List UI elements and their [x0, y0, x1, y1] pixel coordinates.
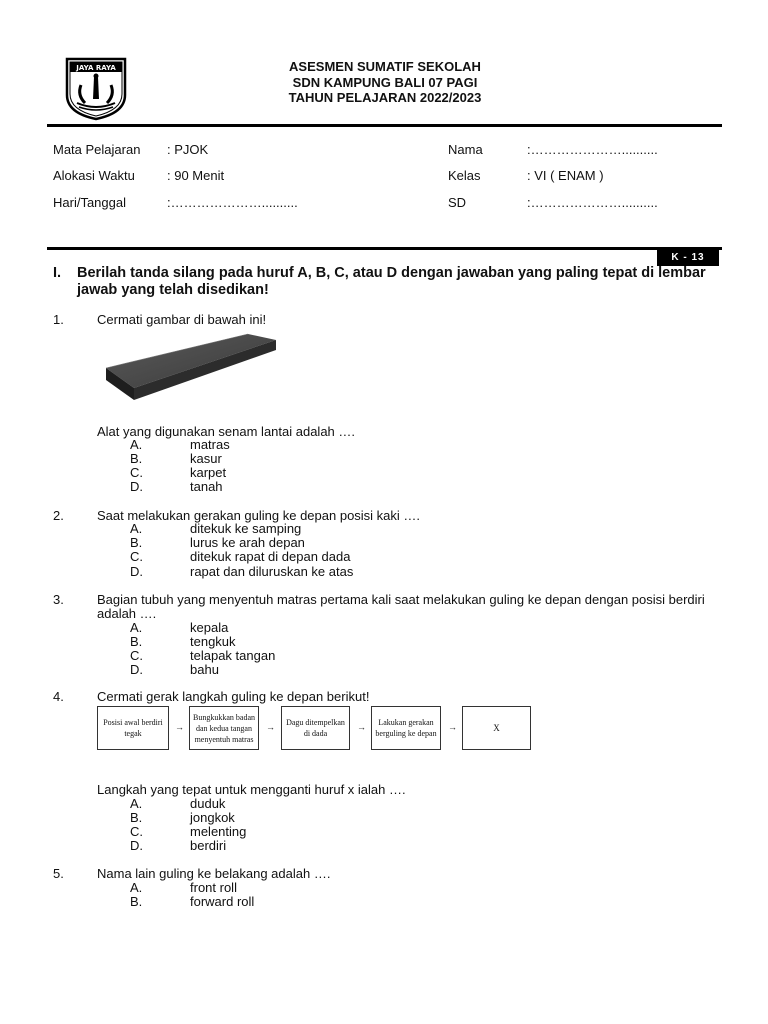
flow-arrow-icon: →	[357, 722, 366, 732]
flow-arrow-icon: →	[448, 722, 457, 732]
header-line-2: SDN KAMPUNG BALI 07 PAGI	[292, 74, 478, 90]
curriculum-badge: K - 13	[657, 250, 719, 266]
flow-step-4: Lakukan gerakan berguling ke depan	[371, 706, 441, 750]
option-letter: C.	[130, 549, 143, 564]
option-letter: B.	[130, 634, 143, 649]
option-letter: B.	[130, 451, 143, 466]
question-stem: Langkah yang tepat untuk mengganti huruf x ialah ….	[97, 782, 406, 797]
option-letter: C.	[130, 824, 143, 839]
option-letter: A.	[130, 880, 143, 895]
question-2	[53, 509, 718, 523]
question-4	[53, 690, 718, 704]
option-text: ditekuk ke samping	[190, 521, 302, 536]
question-number: 4.	[53, 689, 64, 704]
option-text: telapak tangan	[190, 648, 276, 663]
option-text: berdiri	[190, 838, 227, 853]
kelas-label: Kelas	[448, 168, 481, 183]
header-line-1: ASESMEN SUMATIF SEKOLAH	[289, 59, 481, 74]
option-letter: C.	[130, 648, 143, 663]
section-divider	[47, 247, 722, 250]
question-1	[53, 313, 718, 327]
hari-label: Hari/Tanggal	[53, 195, 126, 210]
question-text: Bagian tubuh yang menyentuh matras pertama kali saat melakukan guling ke depan dengan posisi berdiri adalah ….	[97, 592, 705, 621]
question-number: 2.	[53, 508, 64, 523]
option-letter: A.	[130, 437, 143, 452]
option-text: tengkuk	[190, 634, 236, 649]
question-number: 3.	[53, 592, 64, 607]
option-text: jongkok	[190, 810, 235, 825]
option-text: forward roll	[190, 894, 255, 909]
alokasi-value: : 90 Menit	[167, 168, 225, 183]
flow-arrow-icon: →	[266, 722, 275, 732]
option-letter: D.	[130, 479, 143, 494]
flow-step-3: Dagu ditempelkan di dada	[281, 706, 350, 750]
mapel-value: : PJOK	[167, 142, 209, 157]
section-text: Berilah tanda silang pada huruf A, B, C, atau D dengan jawaban yang paling tepat di lembar jawab yang telah disedikan!	[77, 265, 706, 298]
option-text: kasur	[190, 451, 222, 466]
question-number: 1.	[53, 312, 64, 327]
option-text: duduk	[190, 796, 226, 811]
question-1-stem	[53, 425, 718, 439]
option-text: front roll	[190, 880, 237, 895]
nama-field[interactable]: :…………………..........	[527, 142, 658, 157]
flow-step-1: Posisi awal berdiri tegak	[97, 706, 169, 750]
flow-step-2: Bungkukkan badan dan kedua tangan menyentuh matras	[189, 706, 259, 750]
kelas-value: : VI ( ENAM )	[527, 168, 604, 183]
gym-mat-image	[100, 330, 280, 402]
section-instruction	[53, 265, 713, 299]
option-text: matras	[190, 437, 230, 452]
question-3	[53, 593, 718, 621]
option-text: lurus ke arah depan	[190, 535, 305, 550]
option-letter: D.	[130, 662, 143, 677]
question-stem: Alat yang digunakan senam lantai adalah ….	[97, 424, 356, 439]
option-letter: A.	[130, 521, 143, 536]
question-text: Cermati gerak langkah guling ke depan berikut!	[97, 689, 370, 704]
question-text: Cermati gambar di bawah ini!	[97, 312, 267, 327]
option-text: kepala	[190, 620, 229, 635]
header-line-3: TAHUN PELAJARAN 2022/2023	[288, 90, 482, 105]
mapel-label: Mata Pelajaran	[53, 142, 141, 157]
jaya-raya-logo	[63, 55, 129, 121]
alokasi-label: Alokasi Waktu	[53, 168, 135, 183]
option-letter: C.	[130, 465, 143, 480]
option-letter: B.	[130, 894, 143, 909]
option-letter: A.	[130, 796, 143, 811]
flow-arrow-icon: →	[175, 722, 184, 732]
section-number: I.	[53, 265, 62, 281]
option-letter: B.	[130, 810, 143, 825]
option-letter: A.	[130, 620, 143, 635]
logo-text: JAYA RAYA	[76, 64, 116, 72]
sd-field[interactable]: :…………………..........	[527, 195, 658, 210]
question-number: 5.	[53, 866, 64, 881]
nama-label: Nama	[448, 142, 483, 157]
sd-label: SD	[448, 195, 467, 210]
option-text: melenting	[190, 824, 247, 839]
option-text: ditekuk rapat di depan dada	[190, 549, 351, 564]
option-letter: D.	[130, 564, 143, 579]
question-4-stem	[53, 783, 718, 797]
option-letter: B.	[130, 535, 143, 550]
option-text: bahu	[190, 662, 219, 677]
question-5	[53, 867, 718, 881]
flow-step-x: X	[462, 706, 531, 750]
question-text: Nama lain guling ke belakang adalah ….	[97, 866, 331, 881]
document-header	[150, 59, 620, 106]
option-letter: D.	[130, 838, 143, 853]
option-text: rapat dan diluruskan ke atas	[190, 564, 354, 579]
question-text: Saat melakukan gerakan guling ke depan posisi kaki ….	[97, 508, 421, 523]
option-text: tanah	[190, 479, 223, 494]
header-divider	[47, 124, 722, 127]
hari-field[interactable]: :…………………..........	[167, 195, 298, 210]
option-text: karpet	[190, 465, 227, 480]
